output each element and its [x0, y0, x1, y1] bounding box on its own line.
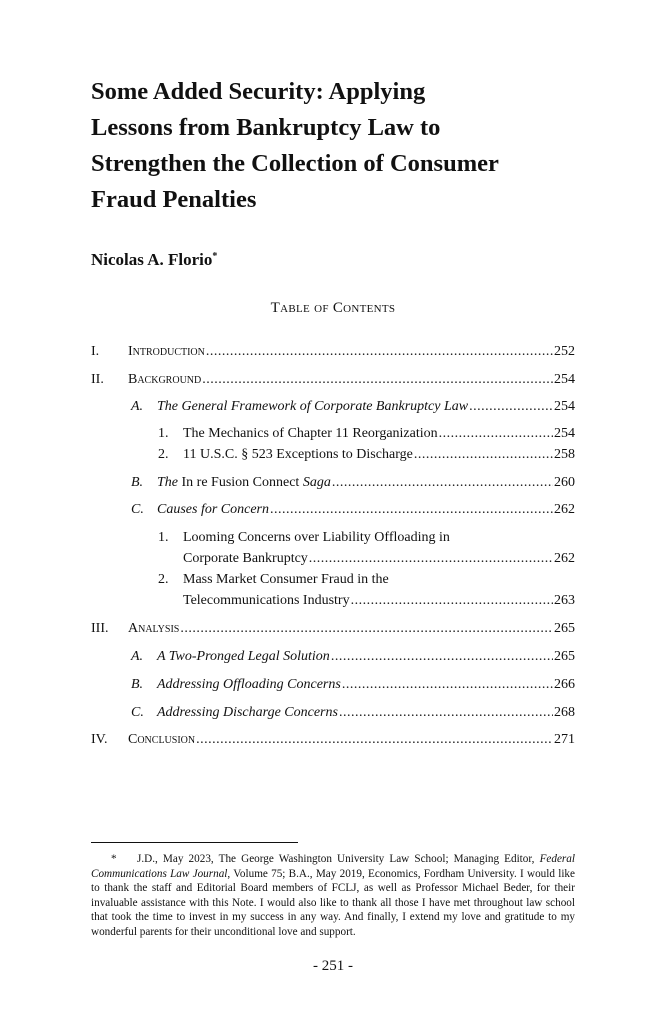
toc-page: 266	[554, 677, 575, 692]
toc-page: 254	[554, 372, 575, 387]
toc-leader	[206, 343, 553, 361]
toc-page: 262	[554, 502, 575, 517]
page-number: - 251 -	[313, 958, 353, 974]
toc-label: The General Framework of Corporate Bankruptcy Law	[157, 399, 469, 414]
footnote-separator	[91, 842, 298, 843]
toc-number: A.	[131, 649, 144, 664]
toc-page: 265	[554, 621, 575, 636]
toc-number: 1.	[158, 530, 169, 545]
toc-leader	[439, 425, 553, 443]
toc-label: The Mechanics of Chapter 11 Reorganization	[183, 426, 438, 441]
toc-page: 268	[554, 705, 575, 720]
toc-entry-background[interactable]	[91, 371, 575, 389]
title-line: Some Added Security: Applying	[91, 78, 426, 105]
toc-page: 258	[554, 447, 575, 462]
title-line: Lessons from Bankruptcy Law to	[91, 114, 441, 141]
article-title	[91, 74, 591, 218]
toc-entry-introduction[interactable]	[91, 343, 575, 361]
toc-label: Introduction	[128, 344, 205, 359]
footnote-marker: *	[111, 853, 117, 865]
toc-number: 2.	[158, 572, 169, 587]
toc-entry-liability-offloading-cont[interactable]	[183, 550, 575, 568]
toc-page: 254	[554, 426, 575, 441]
toc-page: 260	[554, 475, 575, 490]
toc-number: I.	[91, 344, 100, 359]
toc-entry-conclusion[interactable]	[91, 731, 575, 749]
author	[91, 246, 217, 271]
footnote	[91, 852, 575, 940]
toc-page: 271	[554, 732, 575, 747]
toc-entry-analysis[interactable]	[91, 620, 575, 638]
footnote-text: J.D., May 2023, The George Washington University Law School; Managing Editor,	[137, 853, 540, 865]
toc-leader	[469, 398, 553, 416]
footnote-text: , Volume 75; B.A., May 2019, Economics, Fordham University. I would like to thank the staff and Editorial Board members of FCLJ, as well as Professor Michael Beder, for their invaluable assistance with this Note. I would also like to thank all those I have met throughout law school that took the time to invest in my success in any way. And finally, I extend my love and gratitude to my wonderful parents for their unconditional love and support.	[91, 867, 575, 938]
toc-page: 254	[554, 399, 575, 414]
toc-label: 11 U.S.C. § 523 Exceptions to Discharge	[183, 447, 413, 462]
toc-leader	[332, 474, 553, 492]
toc-page: 252	[554, 344, 575, 359]
author-footnote-marker: *	[212, 251, 218, 262]
toc-entry-offloading-concerns[interactable]	[131, 676, 575, 694]
toc-label: Causes for Concern	[157, 502, 269, 517]
toc-entry-consumer-fraud[interactable]	[158, 571, 575, 589]
toc-entry-two-pronged-solution[interactable]	[131, 648, 575, 666]
toc-leader	[202, 371, 553, 389]
toc-leader	[414, 446, 553, 464]
toc-label	[157, 474, 331, 492]
toc-leader	[342, 676, 553, 694]
author-name: Nicolas A. Florio	[91, 250, 213, 269]
toc-leader	[351, 592, 553, 610]
toc-number: B.	[131, 677, 144, 692]
toc-label: Conclusion	[128, 732, 196, 747]
toc-number: 2.	[158, 447, 169, 462]
toc-entry-discharge-concerns[interactable]	[131, 704, 575, 722]
toc-label-part: The	[157, 475, 178, 490]
toc-entry-chapter-11-mechanics[interactable]	[158, 425, 575, 443]
toc-leader	[270, 501, 553, 519]
toc-number: 1.	[158, 426, 169, 441]
toc-label-line: Mass Market Consumer Fraud in the	[183, 572, 389, 587]
toc-entry-fusion-connect[interactable]	[131, 474, 575, 492]
toc-number: A.	[131, 399, 144, 414]
toc-entry-causes-for-concern[interactable]	[131, 501, 575, 519]
toc-heading: Table of Contents	[270, 300, 396, 316]
toc-entry-consumer-fraud-cont[interactable]	[183, 592, 575, 610]
toc-page: 262	[554, 551, 575, 566]
toc-entry-section-523[interactable]	[158, 446, 575, 464]
toc-leader	[196, 731, 553, 749]
toc-number: II.	[91, 372, 104, 387]
toc-number: III.	[91, 621, 109, 636]
toc-label: Background	[128, 372, 202, 387]
toc-number: B.	[131, 475, 144, 490]
toc-label: Analysis	[128, 621, 180, 636]
toc-entry-liability-offloading[interactable]	[158, 529, 575, 547]
toc-label-line: Corporate Bankruptcy	[183, 551, 308, 566]
toc-leader	[180, 620, 553, 638]
toc-label: Addressing Offloading Concerns	[157, 677, 341, 692]
toc-label: Addressing Discharge Concerns	[157, 705, 338, 720]
toc-label-line: Looming Concerns over Liability Offloading in	[183, 530, 450, 545]
toc-page: 265	[554, 649, 575, 664]
toc-leader	[339, 704, 553, 722]
toc-number: IV.	[91, 732, 108, 747]
title-line: Fraud Penalties	[91, 186, 257, 213]
title-line: Strengthen the Collection of Consumer	[91, 150, 499, 177]
toc-label-part: Saga	[302, 475, 331, 490]
toc-label-line: Telecommunications Industry	[183, 593, 350, 608]
toc-number: C.	[131, 502, 144, 517]
toc-label-case-name: In re Fusion Connect	[181, 475, 300, 490]
footnote-journal-name: Federal Communications Law Journal	[91, 853, 575, 880]
toc-label: A Two-Pronged Legal Solution	[157, 649, 330, 664]
toc-page: 263	[554, 593, 575, 608]
toc-entry-general-framework[interactable]	[131, 398, 575, 416]
toc-leader	[331, 648, 553, 666]
toc-number: C.	[131, 705, 144, 720]
toc-leader	[309, 550, 553, 568]
